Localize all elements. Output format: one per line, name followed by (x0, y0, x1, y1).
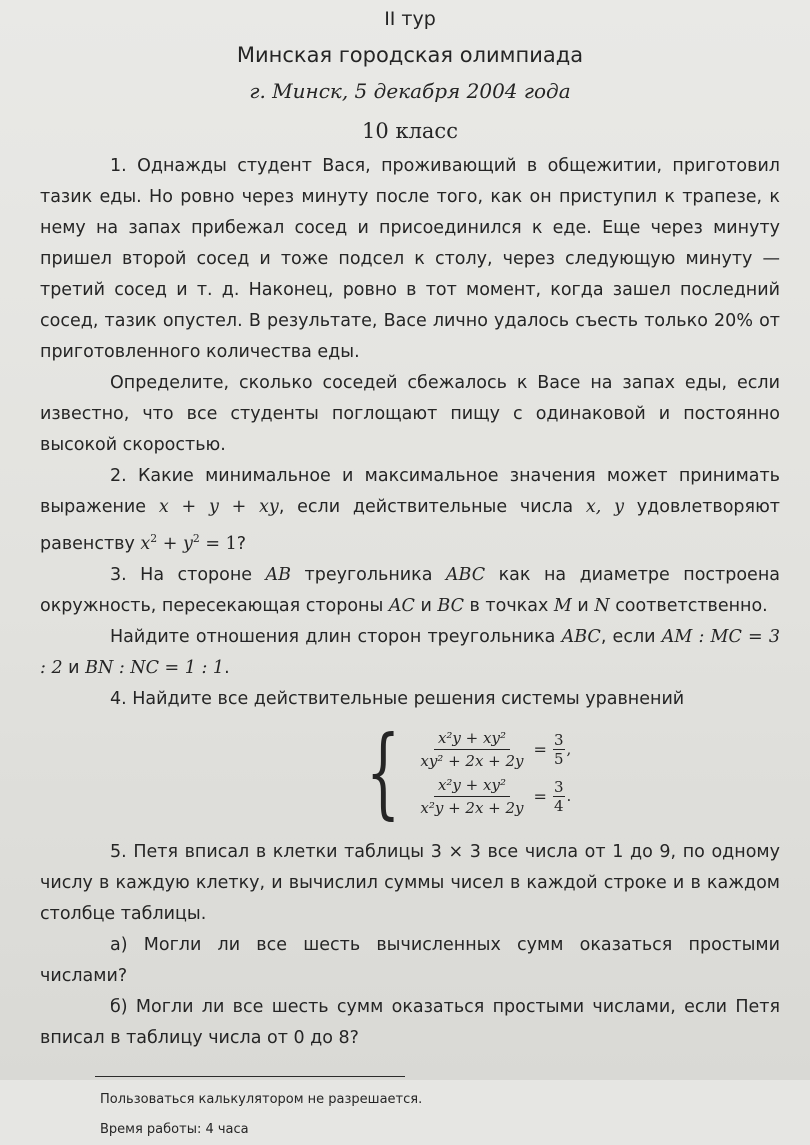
footer-note: Пользоваться калькулятором не разрешается. (100, 1091, 423, 1107)
problem-5-part-b: б) Могли ли все шесть сумм оказаться простыми числами, если Петя вписал в таблицу числа от 0 до 8? (40, 996, 780, 1048)
olympiad-title: Минская городская олимпиада (236, 43, 584, 67)
date-line: г. Минск, 5 декабря 2004 года (249, 79, 571, 103)
problem-1-question: Определите, сколько соседей сбежалось к Васе на запах еды, если известно, что все студенты поглощают пищу с одинаковой и постоянно высокой скоростью. (40, 373, 780, 455)
problem-5-text: 5. Петя вписал в клетки таблицы 3 × 3 все числа от 1 до 9, по одному числу в каждую клетку, и вычислил суммы чисел в каждой строке и в каждом столбце таблицы. (40, 841, 780, 924)
ratio-2: BN : NC = 1 : 1 (85, 657, 225, 678)
footer-time: Время работы: 4 часа (100, 1121, 249, 1137)
variables: x, y (585, 497, 625, 517)
problem-5-part-a: а) Могли ли все шесть вычисленных сумм оказаться простыми числами? (40, 934, 780, 986)
system-brace: { (366, 715, 401, 830)
problem-1-text: 1. Однажды студент Вася, проживающий в общежитии, приготовил тазик еды. Но ровно через минуту после того, как он приступил к трапезе, к нему на запах прибежал сосед и присоединился к еде. Еще через минуту пришел второй сосед и тоже подсел к столу, через следующую минуту — третий сосед и т. д. Наконец, ровно в тот момент, когда зашел последний сосед, тазик опустел. В результате, Васе лично удалось съесть только 20% от приготовленного количества еды. (40, 156, 780, 362)
problem-4-text: 4. Найдите все действительные решения системы уравнений (110, 688, 685, 709)
equation-1: $\frac{\text{x²y + xy²}}{\text{xy² + 2x + 2y}}$ = $\frac{3}{5}$ , (420, 728, 572, 770)
equation-system (352, 715, 780, 830)
problem-3-question: Найдите отношения длин сторон треугольника ABC, если AM : MC = 3 : 2 и BN : NC = 1 : 1. (40, 626, 780, 678)
problem-3-text: 3. На стороне AB треугольника ABC как на диаметре построена окружность, пересекающая стороны AC и BC в точках M и N соответственно. (40, 564, 780, 616)
problem-2: 2. Какие минимальное и максимальное значения может принимать выражение x + y + xy, если действительные числа x, y удовлетворяют равенству $x^2 + y^2 = 1$? (40, 466, 780, 554)
footer-divider (95, 1076, 405, 1077)
grade-label: 10 класс (362, 119, 458, 143)
constraint-equation: $x^2 + y^2 = 1$ (140, 532, 237, 554)
expression: x + y + xy (158, 497, 279, 517)
round-label: II тур (384, 8, 436, 30)
equation-2: $\frac{\text{x²y + xy²}}{\text{x²y + 2x + 2y}}$ = $\frac{3}{4}$ . (420, 775, 572, 817)
ratio-1: AM : MC = 3 : 2 (40, 626, 780, 678)
